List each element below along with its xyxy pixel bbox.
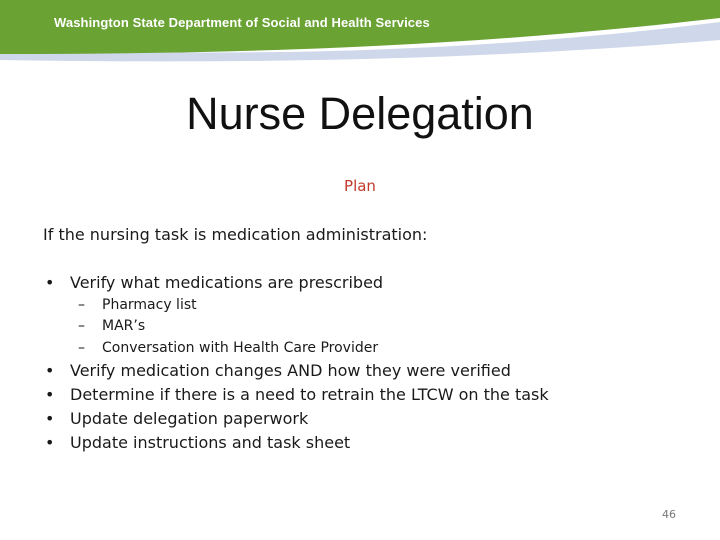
bullet-text: Update delegation paperwork <box>70 409 309 428</box>
page-number: 46 <box>662 508 676 521</box>
intro-text: If the nursing task is medication administration: <box>43 225 428 244</box>
sub-bullet-text: Pharmacy list <box>102 297 197 313</box>
bullet-symbol: • <box>45 433 55 452</box>
sub-bullet-text: MAR’s <box>102 318 146 334</box>
bullet-symbol: • <box>45 409 55 428</box>
sub-bullet-symbol: – <box>78 318 85 334</box>
sub-bullet-item <box>78 318 145 334</box>
sub-bullet-symbol: – <box>78 340 85 356</box>
bullet-text: Verify what medications are prescribed <box>70 273 384 292</box>
bullet-item <box>45 409 308 428</box>
bullet-item <box>45 385 549 404</box>
bullet-text: Update instructions and task sheet <box>70 433 351 452</box>
bullet-item <box>45 361 511 380</box>
bullet-symbol: • <box>45 273 55 292</box>
slide-subtitle: Plan <box>344 177 376 195</box>
bullet-text: Verify medication changes AND how they were verified <box>70 361 511 380</box>
header-banner <box>0 0 720 62</box>
sub-bullet-symbol: – <box>78 297 85 313</box>
sub-bullet-item <box>78 297 197 313</box>
bullet-item <box>45 433 350 452</box>
slide-title: Nurse Delegation <box>186 88 534 139</box>
bullet-item <box>45 273 383 292</box>
sub-bullet-item <box>78 340 378 356</box>
bullet-symbol: • <box>45 385 55 404</box>
bullet-text: Determine if there is a need to retrain the LTCW on the task <box>70 385 549 404</box>
sub-bullet-text: Conversation with Health Care Provider <box>102 340 379 356</box>
bullet-symbol: • <box>45 361 55 380</box>
organization-name: Washington State Department of Social and Health Services <box>54 15 430 30</box>
